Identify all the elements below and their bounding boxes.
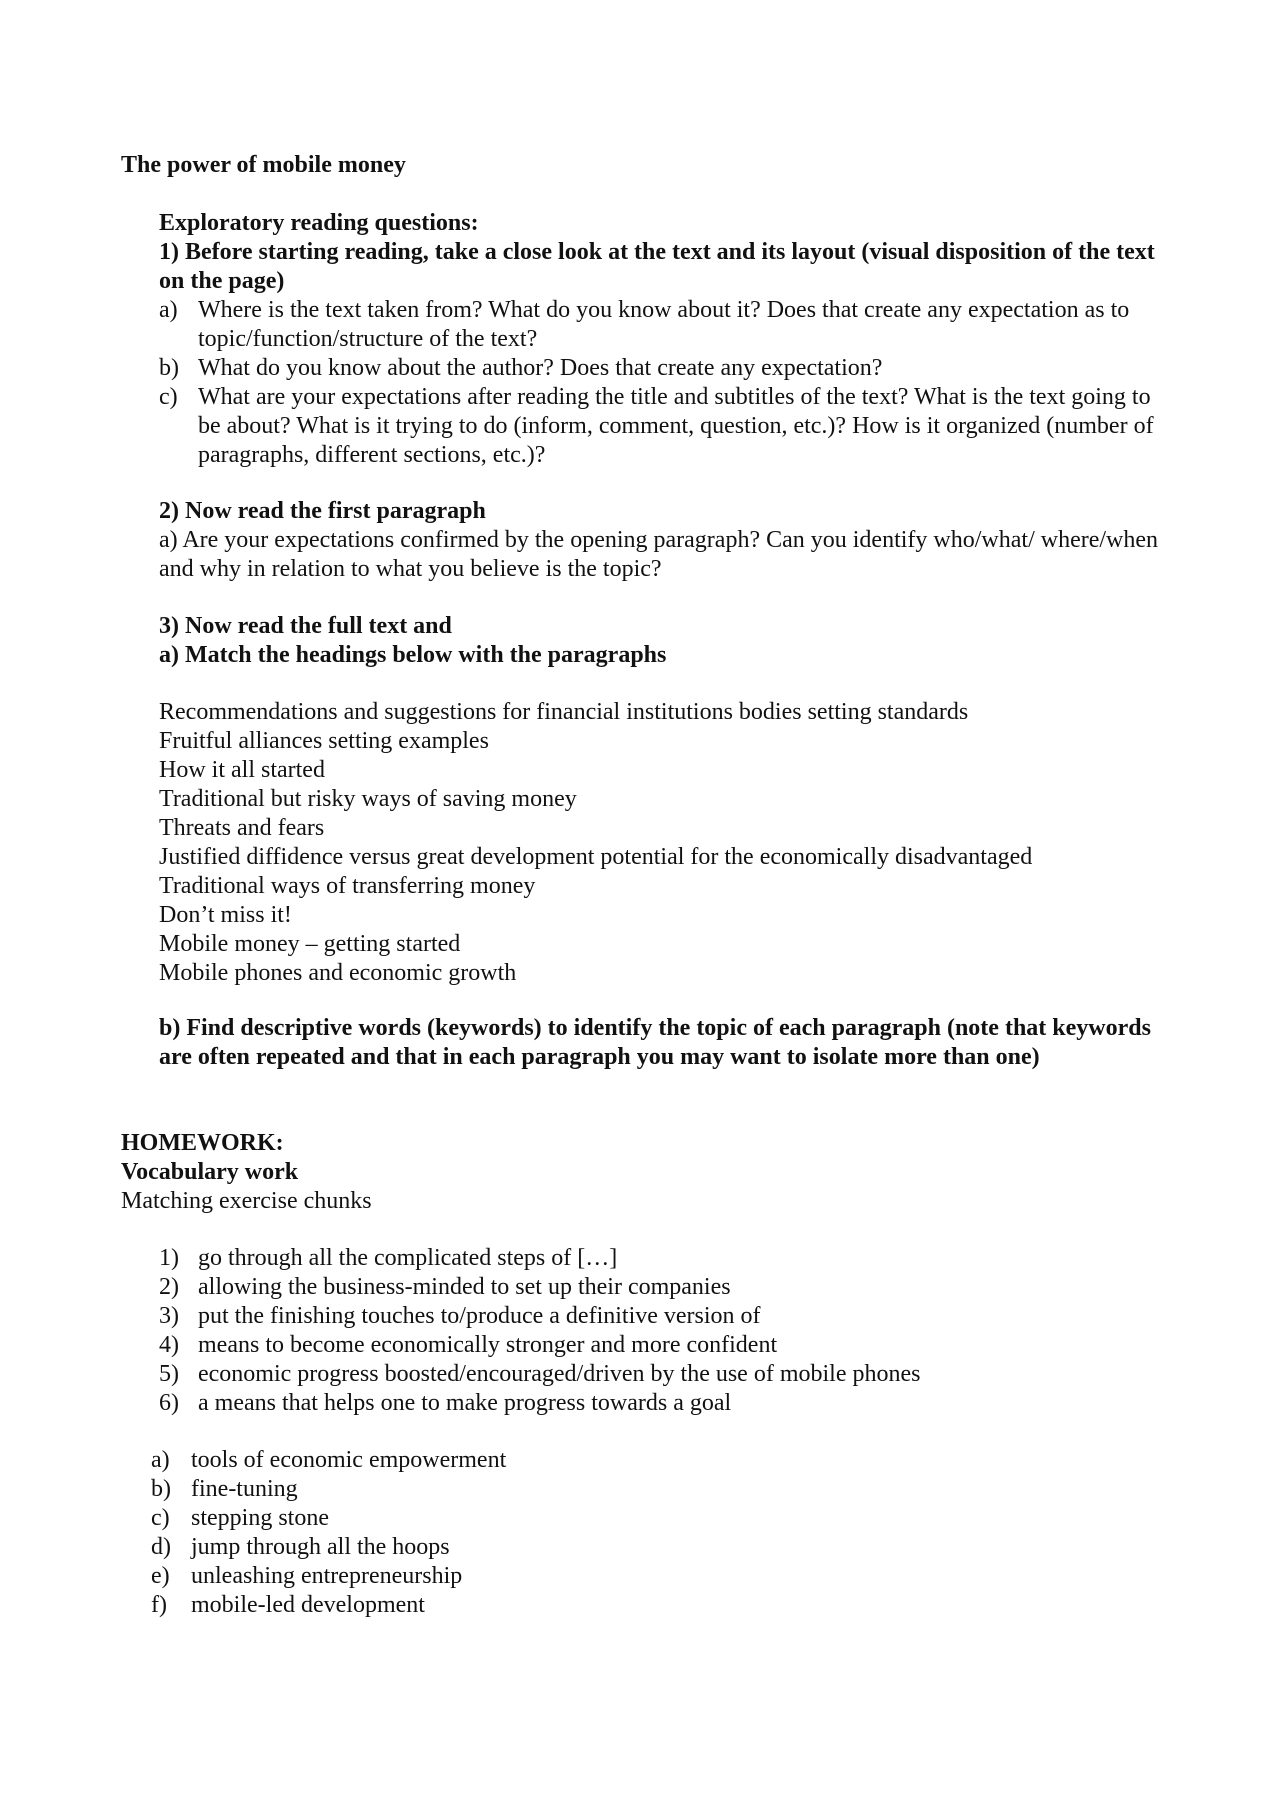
heading-option: Mobile money – getting started: [159, 931, 461, 957]
list-item-text: go through all the complicated steps of […]: [198, 1245, 618, 1271]
list-item-text: a means that helps one to make progress towards a goal: [198, 1390, 732, 1416]
list-marker: 1): [159, 1245, 179, 1271]
list-item-text: tools of economic empowerment: [191, 1447, 507, 1473]
list-marker: c): [151, 1505, 170, 1531]
list-item: [159, 1331, 1159, 1360]
exploratory-section: [159, 209, 1159, 470]
list-marker: d): [151, 1534, 171, 1560]
list-item-text: What do you know about the author? Does that create any expectation?: [198, 355, 883, 381]
heading-option: Recommendations and suggestions for financial institutions bodies setting standards: [159, 699, 969, 725]
list-item: [159, 296, 1159, 354]
heading-option: Threats and fears: [159, 815, 325, 841]
list-item-text: What are your expectations after reading the title and subtitles of the text? What is the text going to be about? What is it trying to do (inform, comment, question, etc.)? How is it organized (number of paragraphs, different sections, etc.)?: [198, 384, 1154, 468]
list-item-text: economic progress boosted/encouraged/driven by the use of mobile phones: [198, 1361, 921, 1387]
list-marker: e): [151, 1563, 170, 1589]
question-1: 1) Before starting reading, take a close look at the text and its layout (visual disposition of the text on the page): [159, 239, 1155, 294]
heading-option: Don’t miss it!: [159, 902, 292, 928]
list-item-text: stepping stone: [191, 1505, 329, 1531]
question-3-line-1: 3) Now read the full text and: [159, 613, 452, 639]
list-marker: a): [159, 297, 178, 323]
list-marker: 6): [159, 1390, 179, 1416]
homework-heading: HOMEWORK:: [121, 1130, 284, 1156]
list-item-text: fine-tuning: [191, 1476, 298, 1502]
list-marker: f): [151, 1592, 167, 1618]
list-item-text: Where is the text taken from? What do you know about it? Does that create any expectation as to topic/function/structure of the text?: [198, 297, 1130, 352]
heading-option: Traditional but risky ways of saving money: [159, 786, 577, 812]
list-item-text: put the finishing touches to/produce a definitive version of: [198, 1303, 761, 1329]
heading-option: How it all started: [159, 757, 325, 783]
lettered-list: [151, 1446, 1151, 1620]
list-item: [151, 1562, 1151, 1591]
homework-intro: Matching exercise chunks: [121, 1188, 372, 1214]
list-item: [151, 1475, 1151, 1504]
list-marker: c): [159, 384, 178, 410]
question-2-section: [159, 497, 1159, 584]
list-item-text: mobile-led development: [191, 1592, 425, 1618]
question-1-list: [159, 296, 1159, 470]
question-2-text: a) Are your expectations confirmed by the opening paragraph? Can you identify who/what/ where/when and why in relation to what you believe is the topic?: [159, 527, 1159, 582]
list-item: [151, 1504, 1151, 1533]
list-item: [159, 1389, 1159, 1418]
list-item-text: allowing the business-minded to set up their companies: [198, 1274, 731, 1300]
numbered-list: [159, 1244, 1159, 1418]
list-marker: 5): [159, 1361, 179, 1387]
question-3-line-2: a) Match the headings below with the paragraphs: [159, 642, 667, 668]
list-item: [159, 1244, 1159, 1273]
question-2: 2) Now read the first paragraph: [159, 498, 486, 524]
list-item-text: jump through all the hoops: [191, 1534, 450, 1560]
list-marker: 2): [159, 1274, 179, 1300]
list-item: [159, 383, 1159, 470]
list-item: [159, 1273, 1159, 1302]
list-marker: b): [159, 355, 179, 381]
list-item: [151, 1446, 1151, 1475]
list-marker: 4): [159, 1332, 179, 1358]
heading-option: Traditional ways of transferring money: [159, 873, 536, 899]
list-item: [159, 1360, 1159, 1389]
heading-option: Mobile phones and economic growth: [159, 960, 517, 986]
homework-section: [121, 1129, 1161, 1216]
vocabulary-heading: Vocabulary work: [121, 1159, 299, 1185]
heading-option: Fruitful alliances setting examples: [159, 728, 489, 754]
list-marker: b): [151, 1476, 171, 1502]
heading-option: Justified diffidence versus great development potential for the economically disadvantaged: [159, 844, 1033, 870]
list-item: [159, 354, 1159, 383]
list-item-text: unleashing entrepreneurship: [191, 1563, 463, 1589]
list-item: [151, 1591, 1151, 1620]
list-item-text: means to become economically stronger and more confident: [198, 1332, 778, 1358]
question-3b: b) Find descriptive words (keywords) to identify the topic of each paragraph (note that keywords are often repeated and that in each paragraph you may want to isolate more than one): [159, 1015, 1151, 1070]
list-item: [151, 1533, 1151, 1562]
headings-list: [159, 698, 1159, 988]
exploratory-heading: Exploratory reading questions:: [159, 210, 479, 236]
document-title: The power of mobile money: [121, 152, 406, 178]
list-item: [159, 1302, 1159, 1331]
question-3-section: [159, 612, 1159, 670]
list-marker: 3): [159, 1303, 179, 1329]
list-marker: a): [151, 1447, 170, 1473]
